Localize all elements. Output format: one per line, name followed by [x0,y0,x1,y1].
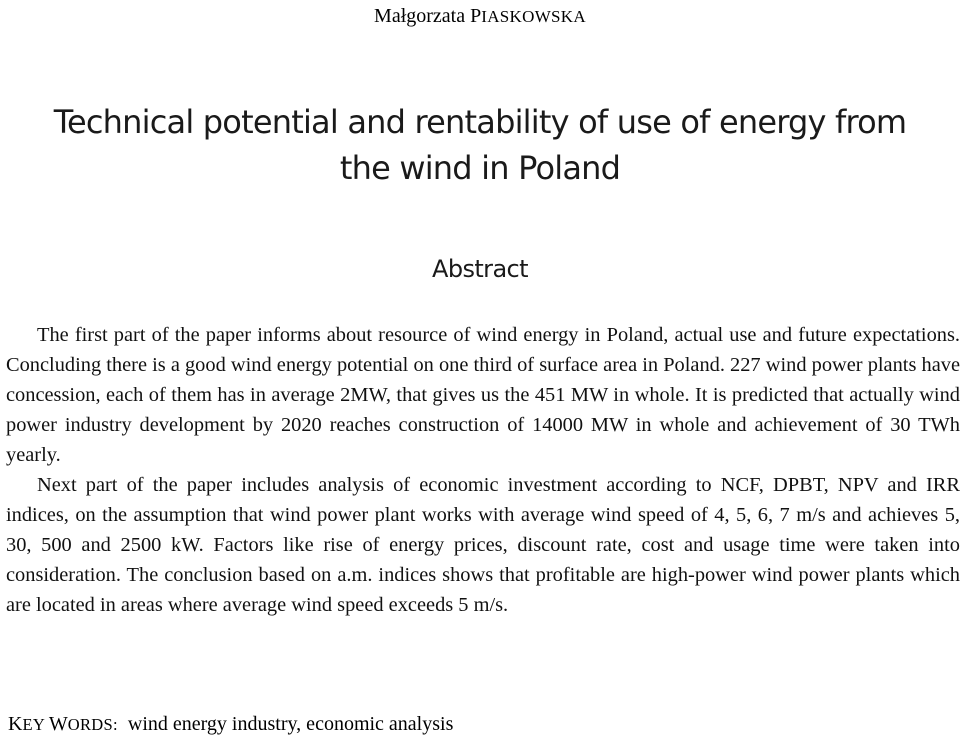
keywords-label [8,713,118,735]
paper-title-line-1: Technical potential and rentability of use of energy from [53,103,907,141]
author-name [0,2,960,31]
keywords-value: wind energy industry, economic analysis [127,713,454,735]
paper-title [0,99,960,191]
keywords-label-k: K [8,713,23,735]
keywords-label-ords: ORDS: [67,715,118,734]
abstract-paragraph-2: Next part of the paper includes analysis of economic investment according to NCF, DPBT, NPV and IRR indices, on the assumption that wind power plant works with average wind speed of 4, 5, 6, 7 m/s and achieves 5, 30, 500 and 2500 kW. Factors like rise of energy prices, discount rate, cost and usage time were taken into consideration. The conclusion based on a.m. indices shows that profitable are high-power wind power plants which are located in areas where average wind speed exceeds 5 m/s. [6,474,960,616]
abstract-paragraph-1: The first part of the paper informs about resource of wind energy in Poland, actual use and future expectations. Concluding there is a good wind energy potential on one third of surface area in Poland. 227 wind power plants have concession, each of them has in average 2MW, that gives us the 451 MW in whole. It is predicted that actually wind power industry development by 2020 reaches construction of 14000 MW in whole and achievement of 30 TWh yearly. [6,324,960,466]
author-surname-rest: IASKOWSKA [481,7,586,26]
keywords-line [8,710,453,739]
author-first-name: Małgorzata [374,5,466,27]
abstract-heading: Abstract [432,255,528,283]
keywords-label-w: W [48,713,68,735]
abstract-body [6,320,960,620]
keywords-label-ey: EY [22,715,49,734]
author-surname [470,5,586,27]
author-surname-initial: P [470,5,482,27]
paper-title-line-2: the wind in Poland [339,149,621,187]
